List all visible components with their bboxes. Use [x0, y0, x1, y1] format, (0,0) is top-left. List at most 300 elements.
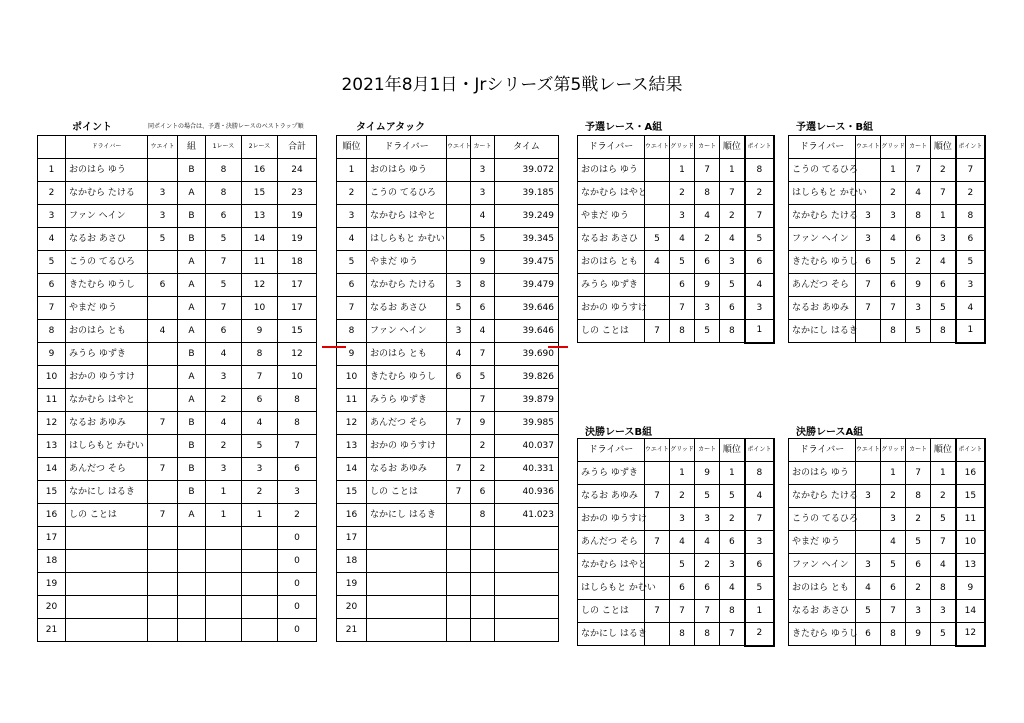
points-cell: 3 [206, 366, 242, 389]
timeattack-cell: はしらもと かむい [367, 228, 447, 251]
qual-b-header-cell: 順位 [931, 136, 956, 159]
final-b-row [578, 577, 775, 600]
qual-a-cell [644, 159, 669, 182]
cutoff-line-left [322, 346, 346, 348]
final-a-cell: 10 [956, 531, 985, 554]
qual-b-cell: 6 [855, 251, 880, 274]
timeattack-cell: 5 [447, 297, 471, 320]
final-a-row [789, 554, 986, 577]
final-a-row [789, 531, 986, 554]
points-cell: 12 [38, 412, 66, 435]
points-cell: おのはら ゆう [66, 159, 148, 182]
qual-a-cell: 5 [720, 274, 745, 297]
qual-a-cell: 6 [695, 251, 720, 274]
final-b-cell: 8 [720, 600, 745, 623]
timeattack-cell: 7 [447, 481, 471, 504]
points-cell [206, 573, 242, 596]
final-b-cell: 7 [720, 623, 745, 646]
points-cell: A [178, 182, 206, 205]
final-b-row [578, 623, 775, 646]
qual-b-cell: あんだつ そら [789, 274, 856, 297]
timeattack-cell: 39.879 [495, 389, 559, 412]
qual-a-cell: おのはら ゆう [578, 159, 645, 182]
timeattack-row [337, 527, 559, 550]
points-cell: 17 [38, 527, 66, 550]
timeattack-cell: 4 [337, 228, 367, 251]
points-cell: 4 [206, 343, 242, 366]
timeattack-cell: なかにし はるき [367, 504, 447, 527]
qual-b-row [789, 251, 986, 274]
points-cell: なかむら たける [66, 182, 148, 205]
timeattack-cell: 8 [471, 274, 495, 297]
final-b-cell: 4 [720, 577, 745, 600]
points-cell: 5 [206, 274, 242, 297]
timeattack-cell: 3 [471, 182, 495, 205]
qual-b-cell: 2 [880, 182, 905, 205]
final-a-cell: 8 [880, 623, 905, 646]
timeattack-row [337, 435, 559, 458]
points-cell: 8 [278, 389, 317, 412]
points-cell: 1 [206, 504, 242, 527]
qual-a-cell: おかの ゆうすけ [578, 297, 645, 320]
qual-a-cell: 4 [745, 274, 774, 297]
points-cell [66, 527, 148, 550]
points-cell: 21 [38, 619, 66, 642]
points-cell: 9 [242, 320, 278, 343]
points-row [38, 343, 317, 366]
qual-a-cell: 5 [745, 228, 774, 251]
qual-b-row [789, 320, 986, 343]
points-row [38, 389, 317, 412]
qual-b-cell: 3 [855, 228, 880, 251]
final-a-cell: 2 [931, 485, 956, 508]
final-a-cell: 5 [931, 623, 956, 646]
qual-b-cell: 2 [931, 159, 956, 182]
points-cell [178, 550, 206, 573]
points-row [38, 274, 317, 297]
points-cell [148, 481, 178, 504]
final-b-cell: なるお あゆみ [578, 485, 645, 508]
final-a-cell: 4 [931, 554, 956, 577]
qual-b-cell: 1 [931, 205, 956, 228]
qual-b-header-cell: ポイント [956, 136, 985, 159]
final-b-cell: なかむら はやと [578, 554, 645, 577]
qual-a-cell: 1 [669, 159, 694, 182]
points-header-row [38, 136, 317, 159]
timeattack-row [337, 182, 559, 205]
points-cell: 3 [206, 458, 242, 481]
qual-a-cell: 7 [644, 320, 669, 343]
final-b-cell: 2 [745, 623, 774, 646]
final-a-cell: 2 [906, 577, 931, 600]
points-cell: 3 [38, 205, 66, 228]
points-cell: B [178, 435, 206, 458]
points-cell: 24 [278, 159, 317, 182]
points-cell: B [178, 412, 206, 435]
timeattack-cell: 3 [447, 274, 471, 297]
points-cell: A [178, 320, 206, 343]
final-a-cell: やまだ ゆう [789, 531, 856, 554]
timeattack-cell: なかむら はやと [367, 205, 447, 228]
timeattack-cell: みうら ゆずき [367, 389, 447, 412]
points-cell [148, 596, 178, 619]
points-header-cell [38, 136, 66, 159]
qual-b-cell: 5 [931, 297, 956, 320]
timeattack-row [337, 274, 559, 297]
final-b-cell: 4 [695, 531, 720, 554]
qual-a-cell: 8 [720, 320, 745, 343]
qual-a-cell: 2 [745, 182, 774, 205]
final-a-cell: 3 [931, 600, 956, 623]
timeattack-cell: おのはら ゆう [367, 159, 447, 182]
qual-b-cell: 1 [956, 320, 985, 343]
timeattack-cell: あんだつ そら [367, 412, 447, 435]
qual-a-cell: みうら ゆずき [578, 274, 645, 297]
qual-a-cell: 6 [720, 297, 745, 320]
timeattack-cell: 9 [337, 343, 367, 366]
points-cell: 0 [278, 527, 317, 550]
qual-b-cell: 6 [931, 274, 956, 297]
final-a-cell: 6 [855, 623, 880, 646]
final-a-cell: 16 [956, 462, 985, 485]
points-cell [148, 550, 178, 573]
timeattack-cell [367, 596, 447, 619]
points-cell: A [178, 389, 206, 412]
qual-a-row [578, 274, 775, 297]
final-b-header-row [578, 439, 775, 462]
qual-b-cell: 8 [956, 205, 985, 228]
final-a-table [788, 438, 986, 647]
points-cell [148, 573, 178, 596]
qual-a-cell: 3 [720, 251, 745, 274]
timeattack-cell: 7 [447, 412, 471, 435]
qual-b-cell: 8 [906, 205, 931, 228]
qual-b-cell: 5 [880, 251, 905, 274]
points-cell: 18 [38, 550, 66, 573]
points-cell: 8 [206, 182, 242, 205]
qual-a-cell: 4 [720, 228, 745, 251]
points-cell: おかの ゆうすけ [66, 366, 148, 389]
final-a-cell: おのはら ゆう [789, 462, 856, 485]
points-cell [206, 619, 242, 642]
qual-a-cell: やまだ ゆう [578, 205, 645, 228]
points-row [38, 573, 317, 596]
timeattack-header-cell: カート [471, 136, 495, 159]
final-b-cell: 6 [669, 577, 694, 600]
final-a-cell: 5 [880, 554, 905, 577]
points-cell: 23 [278, 182, 317, 205]
timeattack-row [337, 458, 559, 481]
timeattack-row [337, 619, 559, 642]
points-cell [206, 596, 242, 619]
qual-b-cell: 7 [855, 297, 880, 320]
final-a-row [789, 462, 986, 485]
timeattack-cell: 7 [337, 297, 367, 320]
final-b-cell: みうら ゆずき [578, 462, 645, 485]
qual-b-cell: 3 [931, 228, 956, 251]
final-a-label: 決勝レースA組 [796, 427, 864, 438]
final-a-row [789, 485, 986, 508]
qual-a-cell [644, 205, 669, 228]
final-b-cell: 7 [695, 600, 720, 623]
points-cell [148, 366, 178, 389]
timeattack-cell [447, 550, 471, 573]
final-b-cell: 9 [695, 462, 720, 485]
points-label: ポイント [72, 122, 112, 133]
points-cell [206, 527, 242, 550]
qual-a-cell [644, 297, 669, 320]
final-b-label: 決勝レースB組 [585, 427, 653, 438]
points-row [38, 527, 317, 550]
points-cell [148, 389, 178, 412]
timeattack-cell: 6 [447, 366, 471, 389]
points-cell: 17 [278, 297, 317, 320]
final-a-header-cell: ポイント [956, 439, 985, 462]
timeattack-cell: 7 [471, 389, 495, 412]
timeattack-cell: 39.826 [495, 366, 559, 389]
qual-a-cell: 5 [695, 320, 720, 343]
points-row [38, 182, 317, 205]
points-cell: 15 [242, 182, 278, 205]
final-b-cell: 5 [669, 554, 694, 577]
final-b-cell [644, 554, 669, 577]
timeattack-row [337, 228, 559, 251]
final-b-cell [644, 623, 669, 646]
timeattack-cell [367, 619, 447, 642]
points-cell: 15 [278, 320, 317, 343]
qual-a-cell: 4 [669, 228, 694, 251]
qual-b-cell: 8 [931, 320, 956, 343]
timeattack-cell [447, 228, 471, 251]
points-cell: B [178, 458, 206, 481]
final-b-cell: あんだつ そら [578, 531, 645, 554]
timeattack-cell [495, 550, 559, 573]
final-a-row [789, 623, 986, 646]
qual-b-table [788, 135, 986, 344]
qual-b-cell: 7 [931, 182, 956, 205]
qual-a-cell: 7 [745, 205, 774, 228]
points-cell [148, 435, 178, 458]
points-cell: 3 [242, 458, 278, 481]
qual-b-header-cell: カート [906, 136, 931, 159]
points-cell: B [178, 481, 206, 504]
qual-b-cell: はしらもと かむい [789, 182, 856, 205]
timeattack-cell: 2 [471, 458, 495, 481]
points-cell [66, 619, 148, 642]
points-cell: 11 [38, 389, 66, 412]
points-cell: 0 [278, 550, 317, 573]
timeattack-cell [447, 435, 471, 458]
timeattack-cell [447, 251, 471, 274]
points-cell [178, 527, 206, 550]
final-a-cell: 3 [855, 554, 880, 577]
timeattack-row [337, 412, 559, 435]
points-cell: 11 [242, 251, 278, 274]
timeattack-cell: ファン ヘイン [367, 320, 447, 343]
points-cell: なるお あゆみ [66, 412, 148, 435]
qual-b-cell: 4 [931, 251, 956, 274]
points-cell: 20 [38, 596, 66, 619]
final-a-cell: 8 [906, 485, 931, 508]
qual-a-header-row [578, 136, 775, 159]
points-cell [178, 596, 206, 619]
timeattack-row [337, 343, 559, 366]
timeattack-header-cell: タイム [495, 136, 559, 159]
qual-b-cell [855, 320, 880, 343]
qual-b-row [789, 297, 986, 320]
points-cell: A [178, 504, 206, 527]
qual-a-cell: 4 [695, 205, 720, 228]
timeattack-row [337, 297, 559, 320]
points-cell: しの ことは [66, 504, 148, 527]
points-cell: 1 [242, 504, 278, 527]
qual-a-cell: 8 [695, 182, 720, 205]
points-cell: 6 [148, 274, 178, 297]
qual-a-cell [644, 274, 669, 297]
points-cell: なかむら はやと [66, 389, 148, 412]
timeattack-cell [447, 159, 471, 182]
final-b-cell: 1 [669, 462, 694, 485]
timeattack-cell: 21 [337, 619, 367, 642]
timeattack-cell: 15 [337, 481, 367, 504]
points-cell [178, 573, 206, 596]
qual-b-cell: 8 [880, 320, 905, 343]
qual-a-cell: 1 [745, 320, 774, 343]
final-a-cell: ファン ヘイン [789, 554, 856, 577]
final-a-cell: 12 [956, 623, 985, 646]
qual-a-cell: 6 [669, 274, 694, 297]
final-a-header-cell: ウエイト [855, 439, 880, 462]
timeattack-cell [447, 527, 471, 550]
points-cell: B [178, 205, 206, 228]
points-cell: 10 [242, 297, 278, 320]
points-cell: 7 [242, 366, 278, 389]
final-b-header-cell: ドライバー [578, 439, 645, 462]
timeattack-cell [447, 205, 471, 228]
qual-b-cell: 4 [880, 228, 905, 251]
timeattack-cell: 7 [447, 458, 471, 481]
timeattack-cell [367, 573, 447, 596]
points-cell: 7 [148, 458, 178, 481]
qual-a-cell: 5 [644, 228, 669, 251]
final-b-row [578, 600, 775, 623]
final-b-cell: 1 [720, 462, 745, 485]
timeattack-cell: おのはら とも [367, 343, 447, 366]
qual-a-cell: 6 [745, 251, 774, 274]
timeattack-cell [495, 573, 559, 596]
qual-b-cell [855, 159, 880, 182]
points-cell [206, 550, 242, 573]
points-cell: 0 [278, 573, 317, 596]
points-cell: 1 [206, 481, 242, 504]
points-cell: 9 [38, 343, 66, 366]
qual-b-cell: 3 [956, 274, 985, 297]
final-b-row [578, 508, 775, 531]
qual-b-header-cell: グリッド [880, 136, 905, 159]
final-b-cell: 6 [720, 531, 745, 554]
timeattack-header-cell: ウエイト [447, 136, 471, 159]
timeattack-row [337, 251, 559, 274]
final-a-cell: なるお あさひ [789, 600, 856, 623]
points-cell: 6 [278, 458, 317, 481]
timeattack-cell: 39.475 [495, 251, 559, 274]
points-cell: 5 [38, 251, 66, 274]
points-cell: 6 [206, 205, 242, 228]
timeattack-cell: おかの ゆうすけ [367, 435, 447, 458]
timeattack-header-cell: 順位 [337, 136, 367, 159]
qual-a-header-cell: グリッド [669, 136, 694, 159]
points-header-cell: 合計 [278, 136, 317, 159]
qual-a-row [578, 205, 775, 228]
qual-a-cell: なかむら はやと [578, 182, 645, 205]
timeattack-cell: 12 [337, 412, 367, 435]
final-a-cell: 5 [906, 531, 931, 554]
timeattack-cell [367, 527, 447, 550]
qual-a-row [578, 159, 775, 182]
timeattack-cell: 3 [471, 159, 495, 182]
timeattack-cell [471, 573, 495, 596]
timeattack-cell [495, 619, 559, 642]
points-cell [148, 251, 178, 274]
points-cell: 6 [242, 389, 278, 412]
qual-a-cell: 3 [745, 297, 774, 320]
points-cell [242, 550, 278, 573]
points-note: 同ポイントの場合は、予選・決勝レースのベストラップ順 [148, 123, 304, 130]
points-cell [148, 527, 178, 550]
timeattack-label: タイムアタック [356, 122, 426, 133]
final-a-cell: 6 [906, 554, 931, 577]
timeattack-cell: 14 [337, 458, 367, 481]
timeattack-header-row [337, 136, 559, 159]
timeattack-cell: 9 [471, 412, 495, 435]
points-row [38, 228, 317, 251]
points-cell: 6 [206, 320, 242, 343]
qual-b-cell: こうの てるひろ [789, 159, 856, 182]
points-row [38, 458, 317, 481]
points-cell: やまだ ゆう [66, 297, 148, 320]
final-a-cell: 3 [855, 485, 880, 508]
timeattack-cell: 39.345 [495, 228, 559, 251]
points-cell: 2 [38, 182, 66, 205]
final-a-header-cell: 順位 [931, 439, 956, 462]
points-cell: 19 [38, 573, 66, 596]
points-cell: 7 [206, 297, 242, 320]
points-row [38, 550, 317, 573]
final-b-cell: 5 [720, 485, 745, 508]
timeattack-cell [447, 504, 471, 527]
timeattack-cell: 11 [337, 389, 367, 412]
final-a-header-cell: グリッド [880, 439, 905, 462]
timeattack-cell: こうの てるひろ [367, 182, 447, 205]
timeattack-row [337, 504, 559, 527]
points-cell: 3 [148, 182, 178, 205]
final-a-cell: 15 [956, 485, 985, 508]
qual-b-cell: 4 [956, 297, 985, 320]
final-b-cell: 4 [669, 531, 694, 554]
final-b-cell: 7 [745, 508, 774, 531]
timeattack-row [337, 320, 559, 343]
timeattack-cell [447, 573, 471, 596]
points-cell: 17 [278, 274, 317, 297]
final-b-cell: 2 [695, 554, 720, 577]
qual-a-label: 予選レース・A組 [585, 122, 663, 133]
qual-b-cell: 3 [906, 297, 931, 320]
points-cell: B [178, 228, 206, 251]
timeattack-cell [447, 619, 471, 642]
points-cell: 14 [38, 458, 66, 481]
points-cell: きたむら ゆうし [66, 274, 148, 297]
cutoff-line-right [548, 346, 568, 348]
